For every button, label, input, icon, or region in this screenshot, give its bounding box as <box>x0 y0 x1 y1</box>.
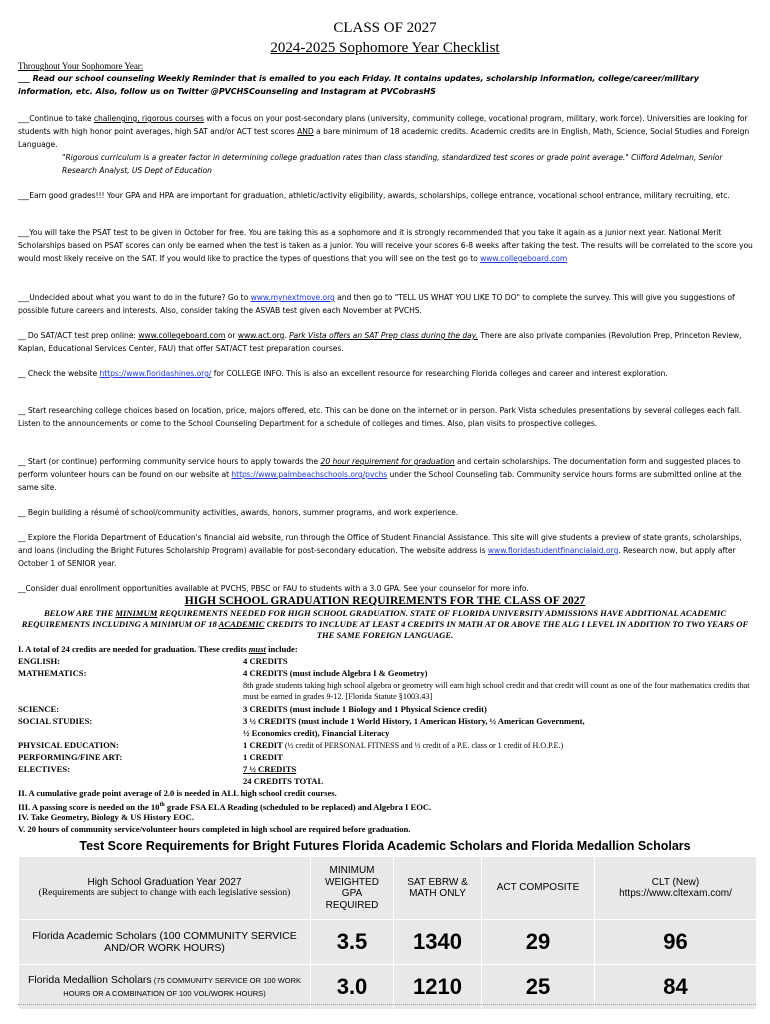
checklist-item-resume: __ Begin building a résumé of school/community activities, awards, honors, summer programs, and work experience. <box>18 508 459 517</box>
cltexam-link[interactable]: https://www.cltexam.com/ <box>619 888 732 899</box>
row-label-academic-scholars: Florida Academic Scholars (100 COMMUNITY SERVICE AND/OR WORK HOURS) <box>19 920 311 965</box>
academic-clt: 96 <box>595 920 757 965</box>
graduation-requirements-title: HIGH SCHOOL GRADUATION REQUIREMENTS FOR THE CLASS OF 2027 <box>184 595 586 607</box>
academic-sat: 1340 <box>394 920 482 965</box>
intro-label: Throughout Your Sophomore Year: <box>18 61 144 71</box>
floridashines-link[interactable]: https://www.floridashines.org/ <box>99 369 212 378</box>
checklist-item-dual-enrollment: __Consider dual enrollment opportunities available at PVCHS, PBSC or FAU to students with a 3.0 GPA. See your counselor for more info. <box>18 584 529 593</box>
requirement-eoc: IV. Take Geometry, Biology & US History EOC. <box>18 812 195 822</box>
requirement-fsa: III. A passing score is needed on the 10th grade FSA ELA Reading (scheduled to be replaced) and Algebra I EOC. <box>18 801 432 812</box>
checklist-item-grades: ___Earn good grades!!! Your GPA and HPA are important for graduation, athletic/activity eligibility, awards, scholarships, college entrance, vocational school entrance, military recruiting, etc. <box>18 191 730 200</box>
page-subtitle: 2024-2025 Sophomore Year Checklist <box>270 40 500 56</box>
checklist-page: CLASS OF 2027 2024-2025 Sophomore Year Checklist Throughout Your Sophomore Year: ___ Read our school counseling Weekly Reminder that is emailed to you each Friday. It contains updates, scholarship information, college/career/military information, etc. Also, follow us on Twitter @PVCHSCounseling and Instagram at PVCobrasHS ___Continue to take challenging, rigorous courses with a focus on your post-secondary plans (university, community college, vocational program, military, work force). Universities are looking for students with high honor point averages, high SAT and/or ACT test scores AND a bare minimum of 18 academic credits. Academic credits are in English, Math, Science, Social Studies and Foreign Language. "Rigorous curriculum is a greater factor in determining college graduation rates than class standing, standardized test scores or grade point average." Clifford Adelman, Senior Research Analyst, US Dept of Education ___Earn good grades!!! Your GPA and HPA are important for graduation, athletic/activity eligibility, awards, scholarships, college entrance, vocational school entrance, military recruiting, etc. ___You will take the PSAT test to be given in October for free. You are taking this as a sophomore and it is strongly recommended that you take it again as a junior next year. National Merit Scholarships based on PSAT scores can only be earned when the test is taken as a junior. You will receive your scores 6-8 weeks after taking the test. The results will be correlated to the score you would most likely receive on the SAT. If you would like to practice the types of questions that you will see on the test go to www.collegeboard.com ___Undecided about what you want to do in the future? Go to www.mynextmove.org and then go to "TELL US WHAT YOU LIKE TO DO" to complete the survey. This will give you suggestions of possible future careers and interests. Also, consider taking the ASVAB test given each November at PVCHS. __ Do SAT/ACT test prep online: www.collegeboard.com or www.act.org. Park Vista offers an SAT Prep class during the day. There are also private companies (Revolution Prep, Princeton Review, Kaplan, Educational Services Center, FAU) that offer SAT/ACT test preparation courses. __ Check the website https://www.floridashines.org/ for COLLEGE INFO. This is also an excellent resource for researching Florida colleges and career and interest exploration. __ Start researching college choices based on location, price, majors offered, etc. This can be done on the internet or in person. Park Vista schedules presentations by several colleges each fall. Listen to the announcements or come to the School Counseling Department for a schedule of colleges and times. Also, plan visits to prospective colleges. __ Start (or continue) performing community service hours to apply towards the 20 hour requirement for graduation and certain scholarships. The documentation form and suggested places to perform volunteer hours can be found on our website at https://www.palmbeachschools.org/pvchs under the School Counseling tab. Community service hours forms are submitted online at the same site. __ Begin building a résumé of school/community activities, awards, honors, summer programs, and work experience. __ Explore the Florida Department of Education's financial aid website, run through the Office of Student Financial Assistance. This site will give students a preview of state grants, scholarships, and loans (including the Bright Futures Scholarship Program) available for post-secondary education. The website address is www.floridastudentfinancialaid.org. Research now, but apply after October 1 of SENIOR year. __Consider dual enrollment opportunities available at PVCHS, PBSC or FAU to students with a 3.0 GPA. See your counselor for more info. HIGH SCHOOL GRADUATION REQUIREMENTS FOR THE CLASS OF 2027 BELOW ARE THE MINIMUM REQUIREMENTS NEEDED FOR HIGH SCHOOL GRADUATION. STATE OF FLORIDA UNIVERSITY ADMISSIONS HAVE ADDITIONAL ACADEMIC REQUIREMENTS INCLUDING A MINIMUM OF 18 ACADEMIC CREDITS TO INCLUDE AT LEAST 4 CREDITS IN MATH AT OR ABOVE THE ALG I LEVEL IN ADDITION TO TWO YEARS OF THE SAME FOREIGN LANGUAGE. I. A total of 24 credits are needed for graduation. These credits must include: ENGLISH: 4 CREDITS MATHEMATICS: 4 CREDITS (must include Algebra I & Geometry) 8th grade students taking high school algebra or geometry will earn high school credit and that credit will count as one of the four mathematics credits that must be earned in grades 9-12. [Florida Statute §1003.43] SCIENCE: 3 CREDITS (must include 1 Biology and 1 Physical Science credit) SOCIAL STUDIES: 3 ½ CREDITS (must include 1 World History, 1 American History, ½ American Government, ½ Economics credit), Financial Literacy PHYSICAL EDUCATION: 1 CREDIT (½ credit of PERSONAL FITNESS and ½ credit of a P.E. class or 1 credit of H.O.P.E.) PERFORMING/FINE ART: 1 CREDIT ELECTIVES: 7 ½ CREDITS 24 CREDITS TOTAL II. A cumulative grade point average of 2.0 is needed in ALL high school credit courses. III. A passing score is needed on the 10th grade FSA ELA Reading (scheduled to be replaced) and Algebra I EOC. IV. Take Geometry, Biology & US History EOC. V. 20 hours of community service/volunteer hours completed in high school are required before graduation. Test Score Requirements for Bright Futures Florida Academic Scholars and Florida Medallion Scholars High School Graduation Year 2027 (Requirements are subject to change with each legislative session) MINIMUM WEIGHTED GPA REQUIRED SAT EBRW & MATH ONLY ACT COMPOSITE CLT (New) https://www.cltexam.com/ Florida Academic Scholars (100 COMMUNITY SERVICE AND/OR WORK HOURS) 3.5 1340 29 96 Florida Medallion Scholars (75 COMMUNITY SERVICE OR 100 WORK HOURS OR A COMBINATION OF 100 VOL/WORK HOURS) 3.0 1210 25 84 <box>0 0 770 1024</box>
checklist-item-floridashines: __ Check the website https://www.floridashines.org/ for COLLEGE INFO. This is also an excellent resource for researching Florida colleges and career and interest exploration. <box>18 369 668 378</box>
bright-futures-title: Test Score Requirements for Bright Futures Florida Academic Scholars and Florida Medallion Scholars <box>79 839 691 853</box>
act-link[interactable]: www.act.org <box>237 331 285 340</box>
academic-act: 29 <box>482 920 595 965</box>
medallion-sat: 1210 <box>394 965 482 1010</box>
header-sat: SAT EBRW & MATH ONLY <box>394 857 482 920</box>
mynextmove-link[interactable]: www.mynextmove.org <box>250 293 335 302</box>
row-label-medallion-scholars: Florida Medallion Scholars (75 COMMUNITY SERVICE OR 100 WORK HOURS OR A COMBINATION OF 100 VOL/WORK HOURS) <box>19 965 311 1010</box>
header-gpa: MINIMUM WEIGHTED GPA REQUIRED <box>311 857 394 920</box>
table-row <box>19 920 757 965</box>
graduation-note: BELOW ARE THE MINIMUM REQUIREMENTS NEEDED FOR HIGH SCHOOL GRADUATION. STATE OF FLORIDA UNIVERSITY ADMISSIONS HAVE ADDITIONAL ACADEMIC REQUIREMENTS INCLUDING A MINIMUM OF 18 ACADEMIC CREDITS TO INCLUDE AT LEAST 4 CREDITS IN MATH AT OR ABOVE THE ALG I LEVEL IN ADDITION TO TWO YEARS OF THE SAME FOREIGN LANGUAGE. <box>21 608 749 640</box>
total-credits-line: I. A total of 24 credits are needed for graduation. These credits must include: <box>18 644 298 654</box>
checklist-item-community-service: __ Start (or continue) performing community service hours to apply towards the 20 hour requirement for graduation and certain scholarships. The documentation form and suggested places to perform volunteer hours can be found on our website at https://www.palmbeachschools.org/pvchs under the School Counseling tab. Community service hours forms are submitted online at the same site. <box>18 457 742 492</box>
medallion-clt: 84 <box>595 965 757 1010</box>
medallion-gpa: 3.0 <box>311 965 394 1010</box>
collegeboard-link-2[interactable]: www.collegeboard.com <box>138 331 226 340</box>
checklist-item-undecided: ___Undecided about what you want to do in the future? Go to www.mynextmove.org and then go to "TELL US WHAT YOU LIKE TO DO" to complete the survey. This will give you suggestions of possible future careers and interests. Also, consider taking the ASVAB test given each November at PVCHS. <box>18 293 735 315</box>
page-title: CLASS OF 2027 <box>333 20 437 36</box>
checklist-item-rigorous-courses: ___Continue to take challenging, rigorous courses with a focus on your post-secondary plans (university, community college, vocational program, military, work force). Universities are looking for students with high honor point averages, high SAT and/or ACT test scores AND a bare minimum of 18 academic credits. Academic credits are in English, Math, Science, Social Studies and Foreign Language. "Rigorous curriculum is a greater factor in determining college graduation rates than class standing, standardized test scores or grade point average." Clifford Adelman, Senior Research Analyst, US Dept of Education <box>18 112 753 177</box>
quote-text: "Rigorous curriculum is a greater factor in determining college graduation rates than class standing, standardized test scores or grade point average." Clifford Adelman, Senior Research Analyst, US Dept of Education <box>62 153 723 175</box>
checklist-item-weekly-reminder: ___ Read our school counseling Weekly Reminder that is emailed to you each Friday. It contains updates, scholarship information, college/career/military information, etc. Also, follow us on Twitter @PVCHSCounseling and Instagram at PVCobrasHS <box>18 74 699 96</box>
palmbeachschools-link[interactable]: https://www.palmbeachschools.org/pvchs <box>231 470 388 479</box>
academic-gpa: 3.5 <box>311 920 394 965</box>
checklist-item-test-prep: __ Do SAT/ACT test prep online: www.collegeboard.com or www.act.org. Park Vista offers an SAT Prep class during the day. There are also private companies (Revolution Prep, Princeton Review, Kaplan, Educational Services Center, FAU) that offer SAT/ACT test preparation courses. <box>18 331 742 353</box>
checklist-item-research-colleges: __ Start researching college choices based on location, price, majors offered, etc. This can be done on the internet or in person. Park Vista schedules presentations by several colleges each fall. Listen to the announcements or come to the School Counseling Department for a schedule of colleges and times. Also, plan visits to prospective colleges. <box>18 406 742 428</box>
table-header-row <box>19 857 757 920</box>
bottom-divider <box>18 1004 756 1005</box>
requirement-gpa: II. A cumulative grade point average of 2.0 is needed in ALL high school credit courses. <box>18 788 337 798</box>
collegeboard-link[interactable]: www.collegeboard.com <box>480 254 568 263</box>
table-row <box>19 965 757 1010</box>
header-act: ACT COMPOSITE <box>482 857 595 920</box>
bright-futures-table <box>18 856 757 1010</box>
header-clt: CLT (New) https://www.cltexam.com/ <box>595 857 757 920</box>
medallion-act: 25 <box>482 965 595 1010</box>
header-graduation-year: High School Graduation Year 2027 (Requirements are subject to change with each legislative session) <box>19 857 311 920</box>
floridastudentfinancialaid-link[interactable]: www.floridastudentfinancialaid.org <box>487 546 619 555</box>
requirement-community-service: V. 20 hours of community service/volunteer hours completed in high school are required before graduation. <box>18 824 411 834</box>
checklist-item-psat: ___You will take the PSAT test to be given in October for free. You are taking this as a sophomore and it is strongly recommended that you take it again as a junior next year. National Merit Scholarships based on PSAT scores can only be earned when the test is taken as a junior. You will receive your scores 6-8 weeks after taking the test. The results will be correlated to the score you would most likely receive on the SAT. If you would like to practice the types of questions that you will see on the test go to www.collegeboard.com <box>18 228 753 263</box>
checklist-item-financial-aid: __ Explore the Florida Department of Education's financial aid website, run through the Office of Student Financial Assistance. This site will give students a preview of state grants, scholarships, and loans (including the Bright Futures Scholarship Program) available for post-secondary education. The website address is www.floridastudentfinancialaid.org. Research now, but apply after October 1 of SENIOR year. <box>18 533 742 568</box>
